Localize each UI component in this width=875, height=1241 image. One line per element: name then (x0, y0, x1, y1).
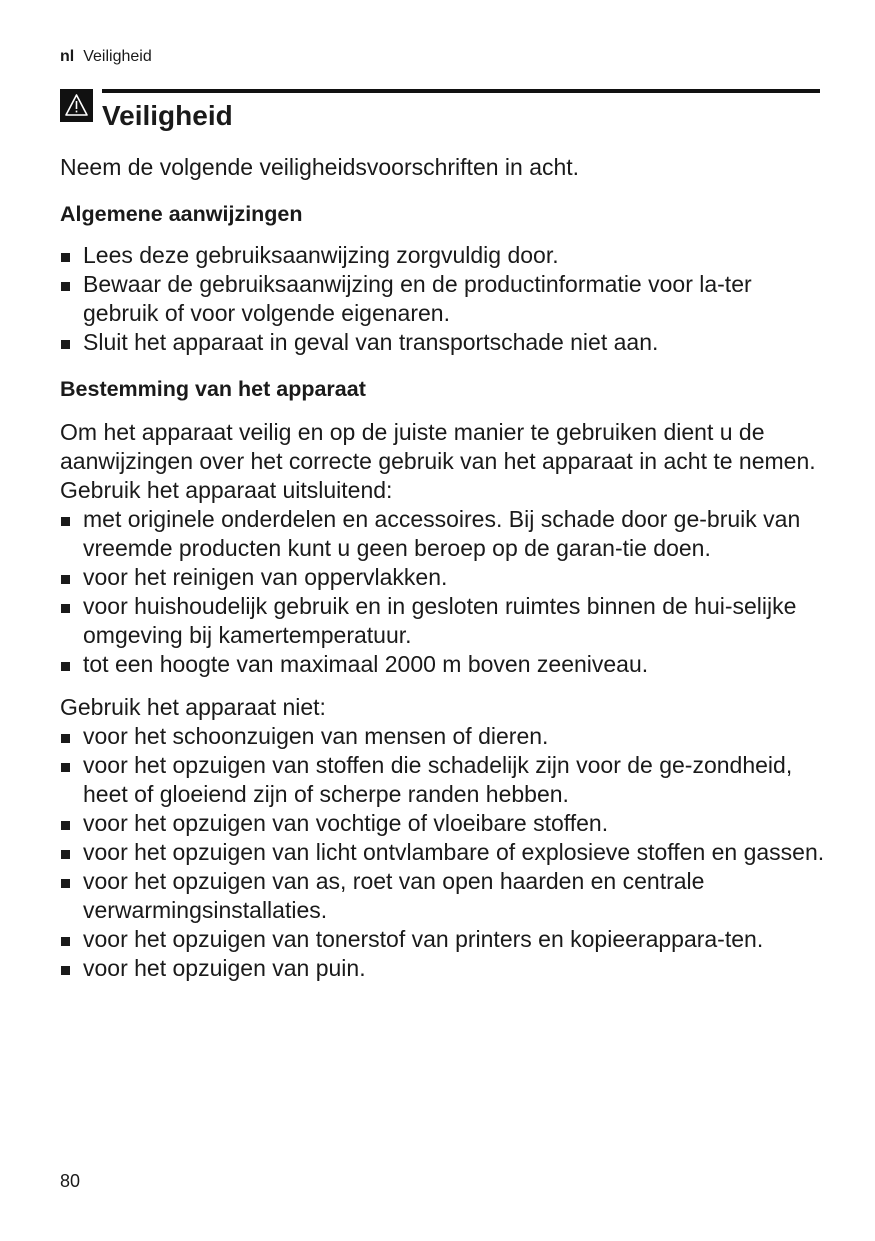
list-item: voor het opzuigen van stoffen die schadelijk zijn voor de ge-zondheid, heet of gloeiend zijn of scherpe randen hebben. (60, 751, 825, 809)
general-list (60, 241, 825, 357)
exclusive-use-label: Gebruik het apparaat uitsluitend: (60, 477, 393, 503)
content-body (60, 153, 825, 983)
language-code: nl (60, 48, 75, 65)
list-item: voor het opzuigen van puin. (60, 954, 825, 983)
list-item: Lees deze gebruiksaanwijzing zorgvuldig door. (60, 241, 825, 270)
warning-icon (60, 89, 93, 122)
prohibited-use-list (60, 722, 825, 983)
prohibited-use-label: Gebruik het apparaat niet: (60, 694, 326, 720)
list-item: voor het schoonzuigen van mensen of dieren. (60, 722, 825, 751)
running-header (60, 48, 152, 66)
page-title: Veiligheid (102, 100, 233, 131)
purpose-heading: Bestemming van het apparaat (60, 377, 366, 401)
list-item: voor het opzuigen van licht ontvlambare of explosieve stoffen en gassen. (60, 838, 825, 867)
running-header-section: Veiligheid (83, 48, 152, 65)
list-item: voor huishoudelijk gebruik en in gesloten ruimtes binnen de hui-selijke omgeving bij kamertemperatuur. (60, 592, 825, 650)
list-item: Bewaar de gebruiksaanwijzing en de productinformatie voor la-ter gebruik of voor volgende eigenaren. (60, 270, 825, 328)
intro-text: Neem de volgende veiligheidsvoorschriften in acht. (60, 154, 580, 180)
list-item: Sluit het apparaat in geval van transportschade niet aan. (60, 328, 825, 357)
list-item: tot een hoogte van maximaal 2000 m boven zeeniveau. (60, 650, 825, 679)
list-item: voor het reinigen van oppervlakken. (60, 563, 825, 592)
warning-triangle-icon (60, 89, 93, 122)
purpose-paragraph: Om het apparaat veilig en op de juiste manier te gebruiken dient u de aanwijzingen over het correcte gebruik van het apparaat in acht te nemen. (60, 419, 816, 474)
list-item: voor het opzuigen van vochtige of vloeibare stoffen. (60, 809, 825, 838)
general-heading: Algemene aanwijzingen (60, 202, 303, 226)
page-number: 80 (60, 1171, 81, 1191)
list-item: voor het opzuigen van as, roet van open haarden en centrale verwarmingsinstallaties. (60, 867, 825, 925)
list-item: voor het opzuigen van tonerstof van printers en kopieerappara-ten. (60, 925, 825, 954)
title-rule (102, 89, 820, 93)
list-item: met originele onderdelen en accessoires. Bij schade door ge-bruik van vreemde producten kunt u geen beroep op de garan-tie doen. (60, 505, 825, 563)
exclusive-use-list (60, 505, 825, 679)
